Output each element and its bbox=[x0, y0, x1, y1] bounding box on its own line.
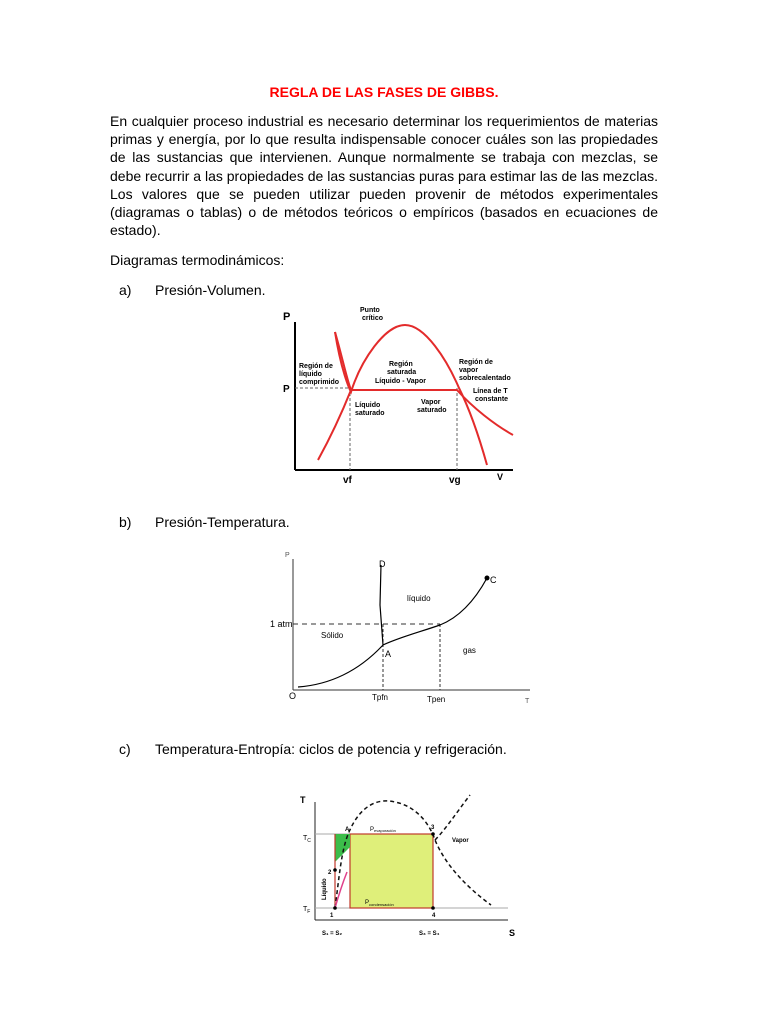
pt-atm-label: 1 atm bbox=[270, 619, 293, 629]
ts-s34-label: S₃ = S₄ bbox=[419, 931, 440, 937]
ts-p-cond-label: $P_{condensación}$ bbox=[365, 900, 394, 907]
ts-superheat-line bbox=[435, 795, 470, 840]
pv-saturation-dome bbox=[335, 325, 487, 465]
ts-label-4: 4 bbox=[432, 913, 436, 919]
pv-sat-region-2: saturada bbox=[387, 369, 417, 376]
pt-vaporization-curve bbox=[383, 578, 487, 645]
item-b-text: Presión-Temperatura. bbox=[155, 514, 290, 530]
pv-liquid-region-1: Región de bbox=[299, 363, 333, 370]
pt-tpfn-label: Tpfn bbox=[372, 693, 389, 702]
pv-vf-label: vf bbox=[343, 475, 352, 486]
ts-point-4 bbox=[431, 906, 435, 910]
ts-point-3 bbox=[431, 832, 435, 836]
pv-critical-label-2: crítico bbox=[362, 315, 384, 322]
pv-vg-label: vg bbox=[449, 475, 461, 486]
pv-y-label: P bbox=[283, 311, 291, 323]
pv-vapor-region-1: Región de bbox=[459, 359, 493, 366]
pv-sat-liquid-2: saturado bbox=[355, 410, 385, 417]
ts-point-1 bbox=[333, 906, 337, 910]
item-c-text: Temperatura-Entropía: ciclos de potencia y refrigeración. bbox=[155, 741, 507, 757]
pv-sat-liquid-1: Líquido bbox=[355, 402, 381, 409]
pv-vapor-region-2: vapor bbox=[459, 367, 479, 374]
ts-vapor-label: Vapor bbox=[452, 838, 469, 844]
ts-label-a: A bbox=[345, 827, 350, 833]
pt-y-label: P bbox=[285, 552, 290, 559]
pv-sat-region-1: Región bbox=[389, 361, 413, 368]
page-title: REGLA DE LAS FASES DE GIBBS. bbox=[269, 84, 499, 100]
ts-cycle-area bbox=[350, 834, 433, 908]
ts-point-2 bbox=[333, 868, 337, 872]
ts-label-1: 1 bbox=[330, 913, 334, 919]
pressure-volume-diagram bbox=[275, 300, 525, 495]
pt-gas-label: gas bbox=[463, 646, 476, 655]
pt-liquid-label: líquido bbox=[407, 594, 431, 603]
ts-label-3: 3 bbox=[431, 825, 435, 831]
pv-isotherm-label-1: Línea de T bbox=[473, 388, 508, 395]
pt-a-label: A bbox=[385, 649, 392, 659]
pv-x-label: V bbox=[497, 472, 504, 482]
pt-c-label: C bbox=[490, 575, 497, 585]
temperature-entropy-diagram bbox=[295, 790, 525, 940]
pt-d-label: D bbox=[379, 559, 386, 569]
pv-liquid-region-3: comprimido bbox=[299, 379, 340, 386]
intro-paragraph: En cualquier proceso industrial es necesario determinar los requerimientos de materias primas y energía, por lo que resulta indispensable conocer cuáles son las propiedades de las sustancias que intervienen. Aunque normalmente se trabaja con mezclas, se debe recurrir a las propiedades de las sustancias puras para estimar las de las mezclas. Los valores que se pueden utilizar pueden provenir de métodos experimentales (diagramas o tablas) o de métodos teóricos o empíricos (basados en ecuaciones de estado). bbox=[110, 113, 658, 239]
ts-tc-label: $T_C$ bbox=[303, 835, 311, 844]
pt-origin-label: O bbox=[289, 691, 297, 701]
pt-sublimation-curve bbox=[298, 645, 383, 687]
ts-x-label: S bbox=[509, 928, 516, 938]
pv-p-tick: P bbox=[283, 384, 290, 395]
pressure-temperature-diagram bbox=[265, 545, 545, 710]
pt-solid-label: Sólido bbox=[321, 631, 344, 640]
pt-x-label: T bbox=[525, 698, 530, 705]
pv-vapor-region-3: sobrecalentado bbox=[459, 375, 511, 382]
pt-critical-point bbox=[485, 576, 490, 581]
pv-sat-region-3: Líquido - Vapor bbox=[375, 378, 426, 385]
item-b-marker: b) bbox=[119, 514, 132, 530]
pt-fusion-curve bbox=[380, 565, 383, 645]
pv-sat-vapor-2: saturado bbox=[417, 407, 447, 414]
item-a-marker: a) bbox=[119, 282, 132, 298]
item-a-text: Presión-Volumen. bbox=[155, 282, 266, 298]
pv-critical-label-1: Punto bbox=[360, 307, 380, 314]
diagrams-heading: Diagramas termodinámicos: bbox=[110, 252, 285, 268]
pv-liquid-region-2: líquido bbox=[299, 371, 322, 378]
ts-p-evap-label: Pevaporación bbox=[370, 827, 396, 833]
pt-tpen-label: Tpen bbox=[427, 695, 446, 704]
pv-sat-vapor-1: Vapor bbox=[421, 399, 441, 406]
ts-y-label: T bbox=[300, 795, 306, 805]
ts-label-2: 2 bbox=[328, 870, 332, 876]
ts-s12-label: S₁ = S₂ bbox=[322, 931, 342, 937]
ts-liquid-label: Líquido bbox=[322, 878, 328, 900]
ts-pink-segment bbox=[335, 872, 347, 908]
ts-tf-label: $T_F$ bbox=[303, 906, 311, 915]
pv-liquid-branch bbox=[318, 390, 351, 460]
pv-isotherm-label-2: constante bbox=[475, 396, 509, 403]
item-c-marker: c) bbox=[119, 741, 131, 757]
